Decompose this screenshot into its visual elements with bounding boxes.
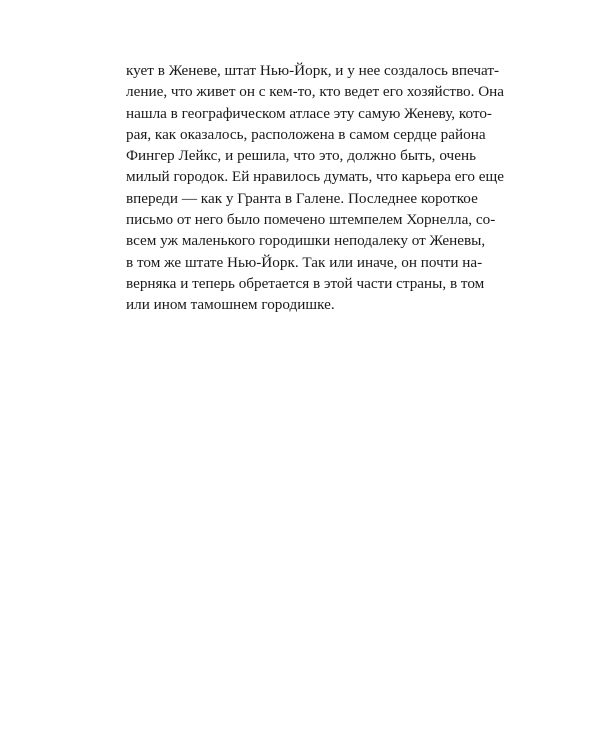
text-line: верняка и теперь обретается в этой части страны, в том [126,274,485,292]
text-line: рая, как оказалось, расположена в самом сердце района [126,125,486,143]
text-line: в том же штате Нью-Йорк. Так или иначе, он почти на- [126,253,483,271]
text-line: нашла в географическом атласе эту самую Женеву, кото- [126,104,492,122]
text-line: милый городок. Ей нравилось думать, что карьера его еще [126,168,504,186]
text-line: кует в Женеве, штат Нью-Йорк, и у нее создалось впечат- [126,62,500,79]
text-line: или ином тамошнем городишке. [126,296,335,314]
text-line: впереди — как у Гранта в Галене. Последнее короткое [126,189,478,207]
body-paragraph [126,60,505,316]
text-line: всем уж маленького городишки неподалеку от Женевы, [126,232,486,250]
text-line: ление, что живет он с кем-то, кто ведет его хозяйство. Она [126,83,505,101]
text-line: Фингер Лейкс, и решила, что это, должно быть, очень [126,147,476,165]
text-line: письмо от него было помечено штемпелем Хорнелла, со- [126,211,496,229]
